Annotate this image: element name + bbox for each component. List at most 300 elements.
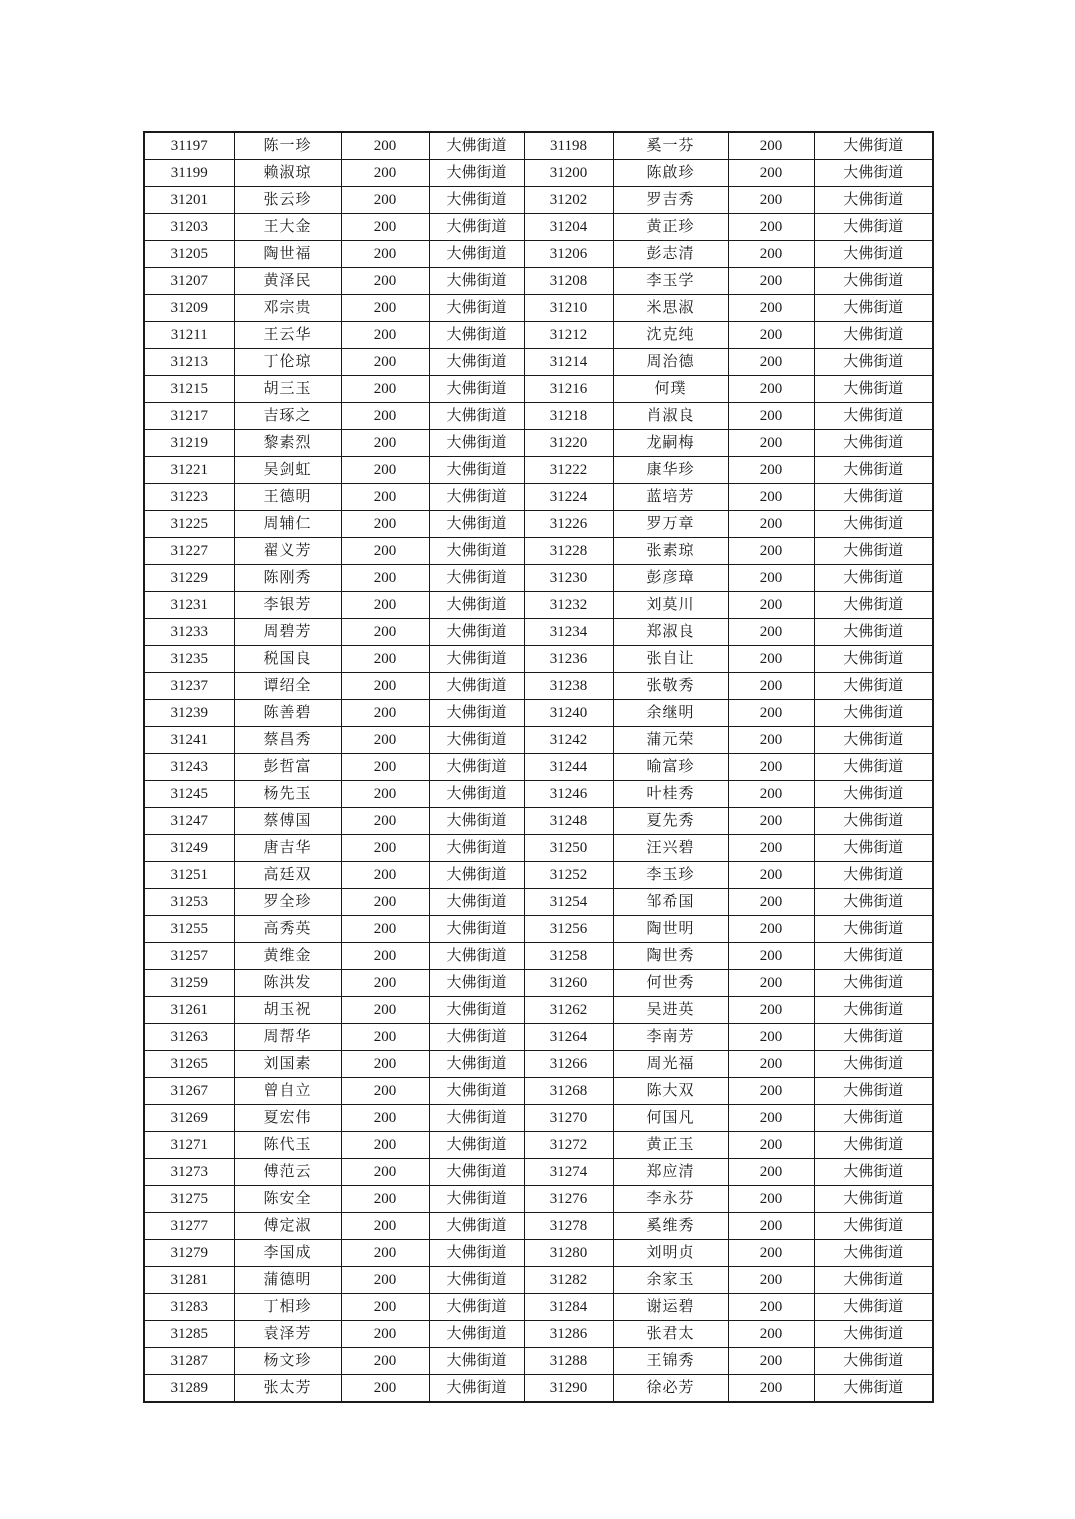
right-serial-cell: 31230 <box>524 565 613 592</box>
right-name-cell: 余家玉 <box>613 1267 728 1294</box>
left-serial-cell: 31255 <box>144 916 234 943</box>
left-name-cell: 彭哲富 <box>234 754 341 781</box>
right-serial-cell: 31206 <box>524 241 613 268</box>
left-amount-cell: 200 <box>341 511 429 538</box>
right-serial-cell: 31232 <box>524 592 613 619</box>
left-serial-cell: 31261 <box>144 997 234 1024</box>
right-name-cell: 王锦秀 <box>613 1348 728 1375</box>
left-name-cell: 蔡昌秀 <box>234 727 341 754</box>
roster-row <box>144 1159 933 1186</box>
right-street-cell: 大佛街道 <box>814 268 933 295</box>
right-street-cell: 大佛街道 <box>814 943 933 970</box>
right-street-cell: 大佛街道 <box>814 1105 933 1132</box>
roster-row <box>144 457 933 484</box>
right-name-cell: 谢运碧 <box>613 1294 728 1321</box>
left-serial-cell: 31201 <box>144 187 234 214</box>
left-amount-cell: 200 <box>341 808 429 835</box>
left-serial-cell: 31231 <box>144 592 234 619</box>
left-street-cell: 大佛街道 <box>429 187 524 214</box>
left-name-cell: 张太芳 <box>234 1375 341 1403</box>
left-serial-cell: 31281 <box>144 1267 234 1294</box>
left-name-cell: 王大金 <box>234 214 341 241</box>
left-name-cell: 黎素烈 <box>234 430 341 457</box>
right-name-cell: 李南芳 <box>613 1024 728 1051</box>
left-amount-cell: 200 <box>341 1024 429 1051</box>
right-street-cell: 大佛街道 <box>814 241 933 268</box>
left-amount-cell: 200 <box>341 646 429 673</box>
right-name-cell: 何世秀 <box>613 970 728 997</box>
roster-table-body <box>144 132 933 1402</box>
right-amount-cell: 200 <box>728 214 814 241</box>
roster-row <box>144 646 933 673</box>
right-name-cell: 张敬秀 <box>613 673 728 700</box>
right-amount-cell: 200 <box>728 511 814 538</box>
roster-row <box>144 132 933 160</box>
right-name-cell: 何国凡 <box>613 1105 728 1132</box>
right-amount-cell: 200 <box>728 781 814 808</box>
right-name-cell: 彭志清 <box>613 241 728 268</box>
left-name-cell: 袁泽芳 <box>234 1321 341 1348</box>
left-amount-cell: 200 <box>341 997 429 1024</box>
right-name-cell: 陈大双 <box>613 1078 728 1105</box>
left-amount-cell: 200 <box>341 673 429 700</box>
right-name-cell: 陶世明 <box>613 916 728 943</box>
left-street-cell: 大佛街道 <box>429 592 524 619</box>
right-amount-cell: 200 <box>728 916 814 943</box>
roster-row <box>144 268 933 295</box>
right-street-cell: 大佛街道 <box>814 484 933 511</box>
left-name-cell: 丁伦琼 <box>234 349 341 376</box>
left-amount-cell: 200 <box>341 1105 429 1132</box>
left-street-cell: 大佛街道 <box>429 241 524 268</box>
roster-row <box>144 1105 933 1132</box>
right-amount-cell: 200 <box>728 997 814 1024</box>
left-amount-cell: 200 <box>341 1294 429 1321</box>
right-serial-cell: 31280 <box>524 1240 613 1267</box>
left-name-cell: 唐吉华 <box>234 835 341 862</box>
right-name-cell: 黄正珍 <box>613 214 728 241</box>
right-amount-cell: 200 <box>728 1240 814 1267</box>
roster-table <box>143 131 934 1403</box>
left-amount-cell: 200 <box>341 349 429 376</box>
right-street-cell: 大佛街道 <box>814 430 933 457</box>
right-name-cell: 余继明 <box>613 700 728 727</box>
right-serial-cell: 31242 <box>524 727 613 754</box>
right-serial-cell: 31246 <box>524 781 613 808</box>
left-amount-cell: 200 <box>341 700 429 727</box>
right-serial-cell: 31208 <box>524 268 613 295</box>
left-name-cell: 黄泽民 <box>234 268 341 295</box>
right-name-cell: 吴进英 <box>613 997 728 1024</box>
left-amount-cell: 200 <box>341 132 429 160</box>
right-street-cell: 大佛街道 <box>814 835 933 862</box>
right-amount-cell: 200 <box>728 1294 814 1321</box>
left-serial-cell: 31271 <box>144 1132 234 1159</box>
left-amount-cell: 200 <box>341 1375 429 1403</box>
right-street-cell: 大佛街道 <box>814 160 933 187</box>
left-amount-cell: 200 <box>341 565 429 592</box>
left-street-cell: 大佛街道 <box>429 1078 524 1105</box>
left-serial-cell: 31237 <box>144 673 234 700</box>
right-serial-cell: 31282 <box>524 1267 613 1294</box>
left-amount-cell: 200 <box>341 781 429 808</box>
right-street-cell: 大佛街道 <box>814 1321 933 1348</box>
left-amount-cell: 200 <box>341 1051 429 1078</box>
right-street-cell: 大佛街道 <box>814 916 933 943</box>
right-street-cell: 大佛街道 <box>814 1213 933 1240</box>
left-street-cell: 大佛街道 <box>429 727 524 754</box>
left-street-cell: 大佛街道 <box>429 997 524 1024</box>
right-amount-cell: 200 <box>728 862 814 889</box>
left-serial-cell: 31217 <box>144 403 234 430</box>
right-amount-cell: 200 <box>728 132 814 160</box>
left-street-cell: 大佛街道 <box>429 943 524 970</box>
left-amount-cell: 200 <box>341 484 429 511</box>
right-amount-cell: 200 <box>728 349 814 376</box>
right-amount-cell: 200 <box>728 592 814 619</box>
roster-row <box>144 430 933 457</box>
left-serial-cell: 31247 <box>144 808 234 835</box>
left-name-cell: 蒲德明 <box>234 1267 341 1294</box>
left-serial-cell: 31221 <box>144 457 234 484</box>
right-amount-cell: 200 <box>728 1051 814 1078</box>
left-street-cell: 大佛街道 <box>429 1375 524 1403</box>
right-street-cell: 大佛街道 <box>814 538 933 565</box>
left-street-cell: 大佛街道 <box>429 511 524 538</box>
right-name-cell: 李玉珍 <box>613 862 728 889</box>
right-street-cell: 大佛街道 <box>814 700 933 727</box>
left-serial-cell: 31275 <box>144 1186 234 1213</box>
roster-row <box>144 214 933 241</box>
left-serial-cell: 31233 <box>144 619 234 646</box>
left-name-cell: 税国良 <box>234 646 341 673</box>
left-street-cell: 大佛街道 <box>429 619 524 646</box>
left-amount-cell: 200 <box>341 403 429 430</box>
right-amount-cell: 200 <box>728 1348 814 1375</box>
left-name-cell: 陈安全 <box>234 1186 341 1213</box>
right-amount-cell: 200 <box>728 754 814 781</box>
left-street-cell: 大佛街道 <box>429 970 524 997</box>
left-street-cell: 大佛街道 <box>429 214 524 241</box>
right-street-cell: 大佛街道 <box>814 511 933 538</box>
right-serial-cell: 31266 <box>524 1051 613 1078</box>
left-name-cell: 刘国素 <box>234 1051 341 1078</box>
right-name-cell: 汪兴碧 <box>613 835 728 862</box>
right-name-cell: 夏先秀 <box>613 808 728 835</box>
left-serial-cell: 31273 <box>144 1159 234 1186</box>
left-serial-cell: 31223 <box>144 484 234 511</box>
left-street-cell: 大佛街道 <box>429 322 524 349</box>
left-amount-cell: 200 <box>341 592 429 619</box>
right-name-cell: 肖淑良 <box>613 403 728 430</box>
left-street-cell: 大佛街道 <box>429 349 524 376</box>
left-amount-cell: 200 <box>341 1078 429 1105</box>
right-street-cell: 大佛街道 <box>814 403 933 430</box>
left-name-cell: 胡三玉 <box>234 376 341 403</box>
right-amount-cell: 200 <box>728 700 814 727</box>
left-serial-cell: 31249 <box>144 835 234 862</box>
left-amount-cell: 200 <box>341 727 429 754</box>
right-serial-cell: 31222 <box>524 457 613 484</box>
left-serial-cell: 31197 <box>144 132 234 160</box>
left-amount-cell: 200 <box>341 1321 429 1348</box>
right-serial-cell: 31198 <box>524 132 613 160</box>
right-serial-cell: 31290 <box>524 1375 613 1403</box>
roster-row <box>144 592 933 619</box>
roster-row <box>144 349 933 376</box>
left-street-cell: 大佛街道 <box>429 1294 524 1321</box>
right-name-cell: 何璞 <box>613 376 728 403</box>
right-amount-cell: 200 <box>728 970 814 997</box>
left-amount-cell: 200 <box>341 862 429 889</box>
left-serial-cell: 31245 <box>144 781 234 808</box>
right-serial-cell: 31200 <box>524 160 613 187</box>
right-street-cell: 大佛街道 <box>814 1078 933 1105</box>
right-name-cell: 蓝培芳 <box>613 484 728 511</box>
left-street-cell: 大佛街道 <box>429 403 524 430</box>
right-street-cell: 大佛街道 <box>814 1267 933 1294</box>
roster-row <box>144 781 933 808</box>
roster-row <box>144 754 933 781</box>
right-amount-cell: 200 <box>728 1267 814 1294</box>
right-name-cell: 蒲元荣 <box>613 727 728 754</box>
roster-row <box>144 160 933 187</box>
roster-row <box>144 835 933 862</box>
roster-row <box>144 1078 933 1105</box>
right-name-cell: 李玉学 <box>613 268 728 295</box>
right-amount-cell: 200 <box>728 1024 814 1051</box>
right-amount-cell: 200 <box>728 1375 814 1403</box>
right-amount-cell: 200 <box>728 565 814 592</box>
right-name-cell: 邹希国 <box>613 889 728 916</box>
left-street-cell: 大佛街道 <box>429 646 524 673</box>
left-name-cell: 胡玉祝 <box>234 997 341 1024</box>
left-amount-cell: 200 <box>341 1267 429 1294</box>
left-street-cell: 大佛街道 <box>429 835 524 862</box>
left-street-cell: 大佛街道 <box>429 1321 524 1348</box>
left-serial-cell: 31269 <box>144 1105 234 1132</box>
right-serial-cell: 31228 <box>524 538 613 565</box>
right-amount-cell: 200 <box>728 268 814 295</box>
left-street-cell: 大佛街道 <box>429 457 524 484</box>
right-street-cell: 大佛街道 <box>814 349 933 376</box>
right-serial-cell: 31212 <box>524 322 613 349</box>
right-amount-cell: 200 <box>728 835 814 862</box>
right-street-cell: 大佛街道 <box>814 132 933 160</box>
roster-row <box>144 943 933 970</box>
left-name-cell: 赖淑琼 <box>234 160 341 187</box>
left-serial-cell: 31229 <box>144 565 234 592</box>
right-serial-cell: 31284 <box>524 1294 613 1321</box>
right-amount-cell: 200 <box>728 1078 814 1105</box>
right-name-cell: 喻富珍 <box>613 754 728 781</box>
right-name-cell: 奚一芬 <box>613 132 728 160</box>
right-amount-cell: 200 <box>728 160 814 187</box>
right-street-cell: 大佛街道 <box>814 619 933 646</box>
right-name-cell: 张自让 <box>613 646 728 673</box>
right-name-cell: 张素琼 <box>613 538 728 565</box>
left-amount-cell: 200 <box>341 457 429 484</box>
roster-row <box>144 538 933 565</box>
right-serial-cell: 31244 <box>524 754 613 781</box>
left-name-cell: 谭绍全 <box>234 673 341 700</box>
right-street-cell: 大佛街道 <box>814 970 933 997</box>
right-name-cell: 周光福 <box>613 1051 728 1078</box>
right-name-cell: 罗万章 <box>613 511 728 538</box>
right-name-cell: 叶桂秀 <box>613 781 728 808</box>
right-amount-cell: 200 <box>728 187 814 214</box>
left-name-cell: 陈代玉 <box>234 1132 341 1159</box>
left-name-cell: 罗全珍 <box>234 889 341 916</box>
left-name-cell: 张云珍 <box>234 187 341 214</box>
right-street-cell: 大佛街道 <box>814 889 933 916</box>
right-serial-cell: 31224 <box>524 484 613 511</box>
right-serial-cell: 31210 <box>524 295 613 322</box>
right-amount-cell: 200 <box>728 889 814 916</box>
roster-row <box>144 565 933 592</box>
left-street-cell: 大佛街道 <box>429 1024 524 1051</box>
left-serial-cell: 31287 <box>144 1348 234 1375</box>
left-amount-cell: 200 <box>341 430 429 457</box>
left-street-cell: 大佛街道 <box>429 538 524 565</box>
right-amount-cell: 200 <box>728 538 814 565</box>
right-amount-cell: 200 <box>728 403 814 430</box>
left-name-cell: 周碧芳 <box>234 619 341 646</box>
right-serial-cell: 31260 <box>524 970 613 997</box>
left-street-cell: 大佛街道 <box>429 1105 524 1132</box>
roster-row <box>144 376 933 403</box>
right-serial-cell: 31262 <box>524 997 613 1024</box>
left-serial-cell: 31205 <box>144 241 234 268</box>
right-street-cell: 大佛街道 <box>814 1132 933 1159</box>
left-serial-cell: 31251 <box>144 862 234 889</box>
left-street-cell: 大佛街道 <box>429 808 524 835</box>
left-serial-cell: 31235 <box>144 646 234 673</box>
roster-row <box>144 808 933 835</box>
left-serial-cell: 31219 <box>144 430 234 457</box>
roster-row <box>144 403 933 430</box>
right-serial-cell: 31274 <box>524 1159 613 1186</box>
left-serial-cell: 31227 <box>144 538 234 565</box>
left-street-cell: 大佛街道 <box>429 295 524 322</box>
left-serial-cell: 31265 <box>144 1051 234 1078</box>
left-name-cell: 周帮华 <box>234 1024 341 1051</box>
right-name-cell: 黄正玉 <box>613 1132 728 1159</box>
left-serial-cell: 31239 <box>144 700 234 727</box>
right-serial-cell: 31204 <box>524 214 613 241</box>
left-amount-cell: 200 <box>341 619 429 646</box>
right-street-cell: 大佛街道 <box>814 295 933 322</box>
left-serial-cell: 31289 <box>144 1375 234 1403</box>
left-name-cell: 王云华 <box>234 322 341 349</box>
roster-row <box>144 1321 933 1348</box>
right-name-cell: 康华珍 <box>613 457 728 484</box>
roster-row <box>144 322 933 349</box>
left-serial-cell: 31279 <box>144 1240 234 1267</box>
left-street-cell: 大佛街道 <box>429 565 524 592</box>
left-name-cell: 王德明 <box>234 484 341 511</box>
left-amount-cell: 200 <box>341 1132 429 1159</box>
left-name-cell: 陶世福 <box>234 241 341 268</box>
right-amount-cell: 200 <box>728 484 814 511</box>
right-amount-cell: 200 <box>728 673 814 700</box>
left-amount-cell: 200 <box>341 241 429 268</box>
left-name-cell: 李国成 <box>234 1240 341 1267</box>
left-name-cell: 翟义芳 <box>234 538 341 565</box>
right-street-cell: 大佛街道 <box>814 592 933 619</box>
left-amount-cell: 200 <box>341 943 429 970</box>
left-serial-cell: 31209 <box>144 295 234 322</box>
roster-row <box>144 700 933 727</box>
left-street-cell: 大佛街道 <box>429 484 524 511</box>
left-amount-cell: 200 <box>341 1213 429 1240</box>
roster-row <box>144 1348 933 1375</box>
right-serial-cell: 31202 <box>524 187 613 214</box>
right-amount-cell: 200 <box>728 376 814 403</box>
right-street-cell: 大佛街道 <box>814 673 933 700</box>
left-serial-cell: 31241 <box>144 727 234 754</box>
right-serial-cell: 31252 <box>524 862 613 889</box>
right-serial-cell: 31216 <box>524 376 613 403</box>
left-name-cell: 高廷双 <box>234 862 341 889</box>
left-street-cell: 大佛街道 <box>429 1267 524 1294</box>
left-name-cell: 丁相珍 <box>234 1294 341 1321</box>
right-amount-cell: 200 <box>728 646 814 673</box>
right-amount-cell: 200 <box>728 457 814 484</box>
left-amount-cell: 200 <box>341 1348 429 1375</box>
left-serial-cell: 31213 <box>144 349 234 376</box>
right-name-cell: 郑淑良 <box>613 619 728 646</box>
roster-row <box>144 1051 933 1078</box>
right-serial-cell: 31276 <box>524 1186 613 1213</box>
roster-row <box>144 889 933 916</box>
left-street-cell: 大佛街道 <box>429 1051 524 1078</box>
roster-row <box>144 619 933 646</box>
right-street-cell: 大佛街道 <box>814 376 933 403</box>
left-street-cell: 大佛街道 <box>429 376 524 403</box>
left-amount-cell: 200 <box>341 322 429 349</box>
left-serial-cell: 31203 <box>144 214 234 241</box>
roster-row <box>144 997 933 1024</box>
right-serial-cell: 31278 <box>524 1213 613 1240</box>
left-name-cell: 陈善碧 <box>234 700 341 727</box>
right-name-cell: 龙嗣梅 <box>613 430 728 457</box>
left-serial-cell: 31211 <box>144 322 234 349</box>
right-street-cell: 大佛街道 <box>814 1348 933 1375</box>
right-serial-cell: 31270 <box>524 1105 613 1132</box>
left-amount-cell: 200 <box>341 916 429 943</box>
roster-row <box>144 1240 933 1267</box>
right-amount-cell: 200 <box>728 1105 814 1132</box>
left-street-cell: 大佛街道 <box>429 781 524 808</box>
right-serial-cell: 31238 <box>524 673 613 700</box>
right-street-cell: 大佛街道 <box>814 565 933 592</box>
right-street-cell: 大佛街道 <box>814 457 933 484</box>
roster-row <box>144 1213 933 1240</box>
right-serial-cell: 31248 <box>524 808 613 835</box>
left-street-cell: 大佛街道 <box>429 1240 524 1267</box>
left-serial-cell: 31285 <box>144 1321 234 1348</box>
right-street-cell: 大佛街道 <box>814 322 933 349</box>
left-amount-cell: 200 <box>341 214 429 241</box>
roster-row <box>144 916 933 943</box>
left-street-cell: 大佛街道 <box>429 1159 524 1186</box>
right-serial-cell: 31220 <box>524 430 613 457</box>
left-street-cell: 大佛街道 <box>429 673 524 700</box>
right-name-cell: 奚维秀 <box>613 1213 728 1240</box>
right-amount-cell: 200 <box>728 1132 814 1159</box>
right-serial-cell: 31286 <box>524 1321 613 1348</box>
